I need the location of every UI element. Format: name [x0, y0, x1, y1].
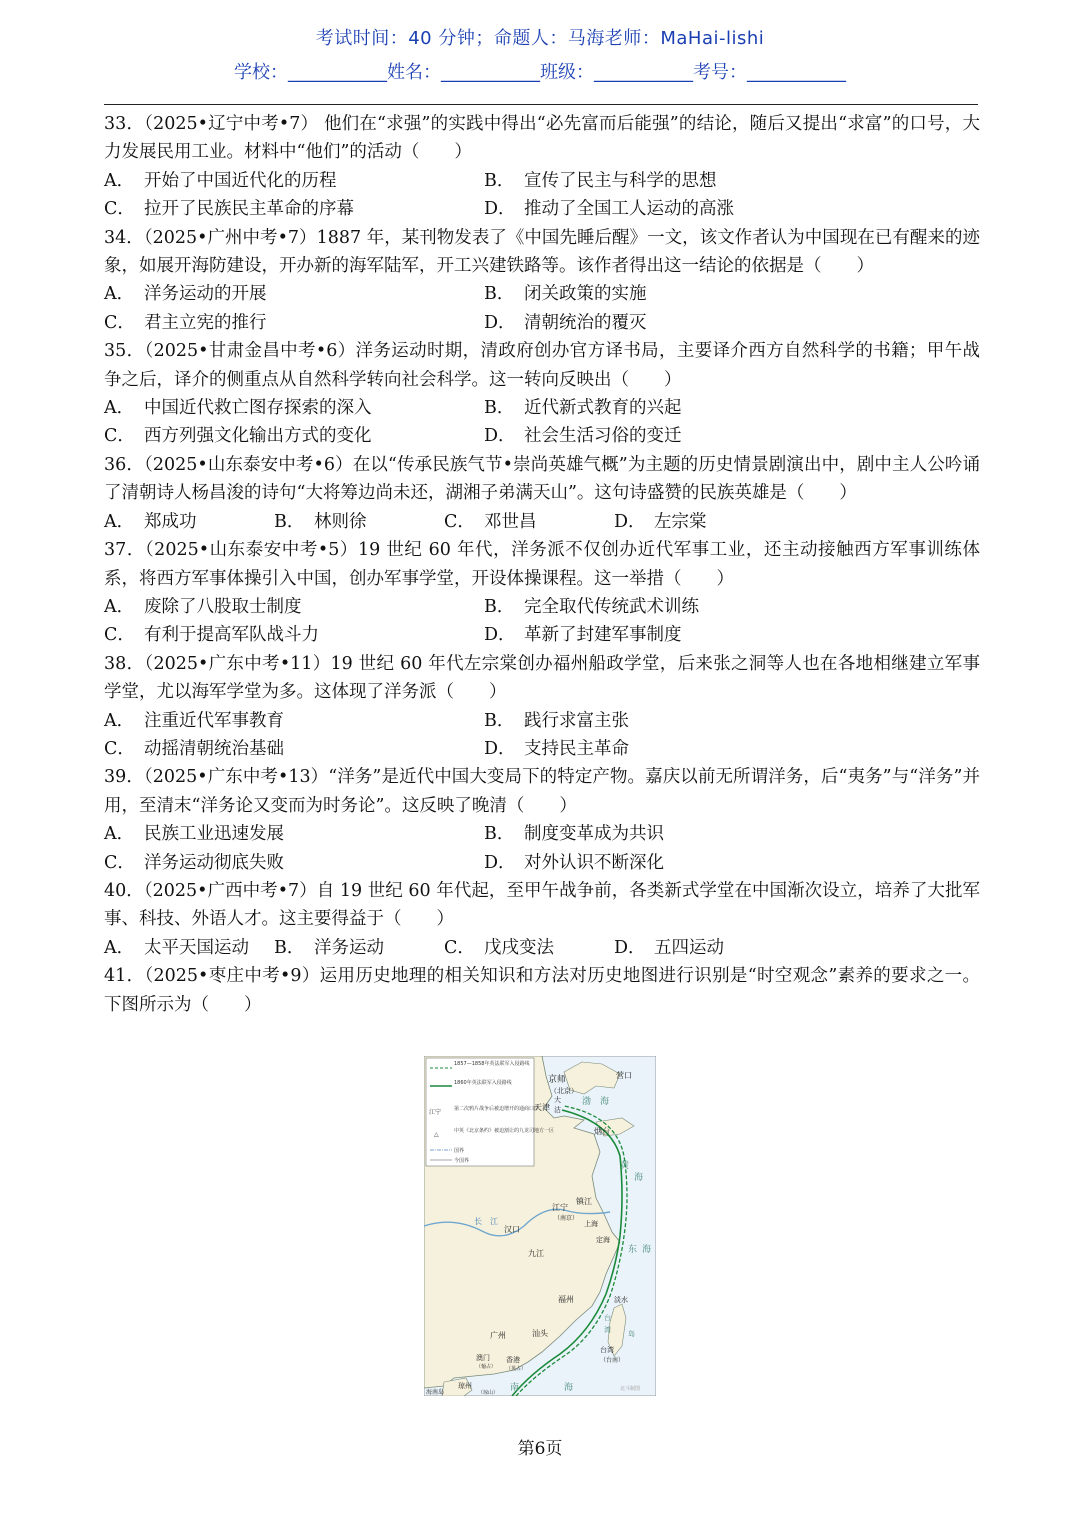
question-stem: 37．（2025•山东泰安中考•5）19 世纪 60 年代，洋务派不仅创办近代军事工业，还主动接触西方军事训练体系，将西方军事体操引入中国，创办军事学堂，开设体操课程。这一举措（ ） — [104, 540, 980, 589]
option-text: 拉开了民族民主革命的序幕 — [144, 199, 354, 220]
sea-nanhai-1: 南 — [510, 1383, 520, 1393]
student-info-header: 学校：___________姓名：___________班级：___________考号：___________ — [234, 62, 846, 83]
sea-nanhai-2: 海 — [564, 1383, 574, 1393]
question-options — [104, 280, 980, 337]
place-gu: 沽 — [554, 1106, 561, 1114]
exam-info-header: 考试时间：40 分钟；命题人：马海老师：MaHai-lishi — [315, 28, 765, 49]
option-text: 邓世昌 — [484, 511, 537, 532]
place-fuzhou: 福州 — [558, 1295, 574, 1304]
question-stem: 38．（2025•广东中考•11）19 世纪 60 年代左宗棠创办福州船政学堂，后来张之洞等人也在各地相继建立军事学堂，尤以海军学堂为多。这体现了洋务派（ ） — [104, 653, 980, 703]
answer-option — [614, 934, 784, 962]
option-text: 完全取代传统武术训练 — [524, 596, 699, 617]
answer-option — [104, 820, 484, 848]
place-macau: 澳门 — [476, 1354, 490, 1362]
option-letter: D． — [484, 199, 516, 220]
answer-option — [104, 280, 484, 308]
option-text: 左宗棠 — [654, 511, 707, 532]
question-stem: 34．（2025•广州中考•7）1887 年，某刊物发表了《中国先睡后醒》一文，该文作者认为中国现在已有醒来的迹象，如展开海防建设，开办新的海军陆军，开工兴建铁路等。该作者得出这一结论的依据是（ ） — [104, 227, 980, 277]
option-text: 洋务运动 — [314, 937, 384, 958]
option-letter: A． — [104, 170, 135, 191]
legend-5: 中英《北京条约》被迫割让的九龙司地方一区 — [454, 1128, 555, 1134]
sea-bohai-1: 渤 — [582, 1097, 592, 1107]
answer-option — [274, 934, 444, 962]
option-letter: D． — [614, 937, 646, 958]
answer-option — [104, 508, 274, 536]
answer-option — [104, 707, 484, 735]
answer-option — [614, 508, 784, 536]
option-letter: B． — [484, 398, 515, 419]
option-text: 君主立宪的推行 — [144, 312, 267, 333]
place-hk-sub: （英占） — [506, 1366, 527, 1372]
question-stem: 39．（2025•广东中考•13）“洋务”是近代中国大变局下的特定产物。嘉庆以前无所谓洋务，后“夷务”与“洋务”并用，至清末“洋务论又变而为时务论”。这反映了晚清（ ） — [104, 767, 980, 816]
option-text: 近代新式教育的兴起 — [524, 398, 682, 419]
river-jiang: 江 — [490, 1217, 498, 1226]
option-letter: A． — [104, 710, 135, 731]
place-dinghai: 定海 — [596, 1236, 610, 1244]
header-divider — [104, 104, 978, 105]
answer-option — [104, 593, 484, 621]
option-letter: A． — [104, 511, 135, 532]
answer-option — [484, 422, 864, 450]
option-letter: D． — [614, 511, 646, 532]
place-yantai: 烟台 — [594, 1127, 610, 1136]
answer-option — [104, 621, 484, 649]
option-text: 废除了八股取士制度 — [144, 596, 302, 617]
option-letter: B． — [484, 596, 515, 617]
place-da: 大 — [554, 1096, 561, 1104]
legend-6: 国界 — [454, 1148, 465, 1154]
option-letter: B． — [484, 170, 515, 191]
legend-4: 第二次鸦片战争后被迫增开的通商口岸 — [454, 1106, 540, 1112]
option-letter: B． — [274, 511, 305, 532]
option-text: 民族工业迅速发展 — [144, 824, 284, 845]
place-guangzhou: 广州 — [490, 1331, 506, 1340]
option-letter: B． — [274, 937, 305, 958]
question-options — [104, 934, 980, 962]
place-danshui: 淡水 — [614, 1296, 628, 1304]
place-beijing: 京师 — [548, 1075, 567, 1085]
sea-wan: 湾 — [604, 1326, 611, 1334]
option-letter: D． — [484, 852, 516, 873]
option-letter: C． — [104, 738, 135, 759]
place-shantou: 汕头 — [532, 1329, 548, 1338]
place-tianjin: 天津 — [534, 1103, 550, 1112]
option-text: 开始了中国近代化的历程 — [144, 170, 337, 191]
option-letter: A． — [104, 937, 135, 958]
option-text: 社会生活习俗的变迁 — [524, 426, 682, 447]
question-stem: 40．（2025•广西中考•7）自 19 世纪 60 年代起，至甲午战争前，各类新式学堂在中国渐次设立，培养了大批军事、科技、外语人才。这主要得益于（ ） — [104, 880, 980, 930]
answer-option — [444, 508, 614, 536]
option-text: 中国近代救亡图存探索的深入 — [144, 398, 372, 419]
option-letter: A． — [104, 284, 135, 305]
answer-option — [484, 735, 864, 763]
answer-option — [484, 621, 864, 649]
option-letter: B． — [484, 284, 515, 305]
option-text: 对外认识不断深化 — [524, 852, 664, 873]
legend-3: 江宁 — [429, 1109, 442, 1116]
sea-dao: 岛 — [628, 1330, 635, 1338]
option-letter: C． — [444, 511, 475, 532]
legend-2: 1860年英法联军入侵路线 — [454, 1080, 512, 1086]
legend-triangle-icon: △ — [434, 1131, 439, 1138]
option-letter: C． — [104, 625, 135, 646]
option-text: 戊戌变法 — [484, 937, 554, 958]
option-text: 闭关政策的实施 — [524, 284, 647, 305]
answer-option — [484, 280, 864, 308]
option-letter: C． — [444, 937, 475, 958]
answer-option — [104, 167, 484, 195]
question-stem: 36．（2025•山东泰安中考•6）在以“传承民族气节•崇尚英雄气概”为主题的历史情景剧演出中，剧中主人公吟诵了清朝诗人杨昌浚的诗句“大将筹边尚未还，湖湘子弟满天山”。这句诗盛赞的民族英雄是（ ） — [104, 454, 980, 504]
option-text: 支持民主革命 — [524, 738, 629, 759]
place-beijing-sub: （北京） — [550, 1087, 578, 1095]
place-qiong-sub: （琼山） — [478, 1390, 499, 1396]
option-text: 洋务运动彻底失败 — [144, 852, 284, 873]
sea-donghai-1: 东 — [628, 1245, 638, 1255]
answer-option — [484, 394, 864, 422]
option-text: 革新了封建军事制度 — [524, 625, 682, 646]
option-text: 林则徐 — [314, 511, 367, 532]
place-shanghai: 上海 — [584, 1220, 598, 1228]
legend-7: 今国界 — [454, 1158, 470, 1164]
sea-bohai-2: 海 — [600, 1097, 610, 1107]
answer-option — [484, 849, 864, 877]
sea-huanghai-2: 海 — [634, 1173, 644, 1183]
option-letter: B． — [484, 710, 515, 731]
answer-option — [484, 309, 864, 337]
option-text: 郑成功 — [144, 511, 197, 532]
option-letter: C． — [104, 312, 135, 333]
option-text: 洋务运动的开展 — [144, 284, 267, 305]
option-text: 太平天国运动 — [144, 937, 249, 958]
question-stem: 41．（2025•枣庄中考•9）运用历史地理的相关知识和方法对历史地图进行识别是“时空观念”素养的要求之一。下图所示为（ ） — [104, 966, 980, 1015]
option-text: 注重近代军事教育 — [144, 710, 284, 731]
place-hainan: 海南岛 — [426, 1389, 445, 1396]
option-letter: A． — [104, 824, 135, 845]
place-zhenjiang: 镇江 — [576, 1197, 592, 1206]
option-letter: C． — [104, 852, 135, 873]
answer-option — [274, 508, 444, 536]
question-options — [104, 508, 980, 536]
place-yingkou: 营口 — [616, 1071, 632, 1080]
answer-option — [104, 422, 484, 450]
place-jiangning: 江宁 — [552, 1203, 568, 1212]
map-credit: 北斗制图 — [620, 1386, 641, 1392]
river-chang: 长 — [474, 1217, 482, 1226]
question-options — [104, 707, 980, 764]
option-text: 制度变革成为共识 — [524, 824, 664, 845]
sea-huanghai-1: 黄 — [620, 1161, 630, 1171]
question-options — [104, 820, 980, 877]
option-text: 五四运动 — [654, 937, 724, 958]
option-text: 践行求富主张 — [524, 710, 629, 731]
option-letter: A． — [104, 398, 135, 419]
answer-option — [484, 167, 864, 195]
answer-option — [104, 309, 484, 337]
place-qiongzhou: 琼州 — [458, 1382, 472, 1390]
place-macau-sub: （葡占） — [476, 1364, 497, 1370]
option-letter: D． — [484, 738, 516, 759]
answer-option — [484, 707, 864, 735]
history-map-figure — [424, 1056, 656, 1396]
place-hongkong: 香港 — [506, 1356, 520, 1364]
place-nanjing: （南京） — [554, 1215, 579, 1222]
option-letter: C． — [104, 426, 135, 447]
question-options — [104, 394, 980, 451]
page-number: 第6页 — [517, 1439, 563, 1459]
place-hankou: 汉口 — [504, 1225, 520, 1234]
question-options — [104, 593, 980, 650]
answer-option — [484, 593, 864, 621]
option-text: 清朝统治的覆灭 — [524, 312, 647, 333]
sea-donghai-2: 海 — [642, 1245, 652, 1255]
place-taiwan: 台湾 — [600, 1346, 614, 1354]
option-letter: D． — [484, 312, 516, 333]
option-text: 宣传了民主与科学的思想 — [524, 170, 717, 191]
answer-option — [104, 934, 274, 962]
answer-option — [104, 394, 484, 422]
answer-option — [104, 735, 484, 763]
option-letter: D． — [484, 426, 516, 447]
option-letter: D． — [484, 625, 516, 646]
place-jiujiang: 九江 — [528, 1249, 544, 1258]
answer-option — [484, 820, 864, 848]
option-text: 动摇清朝统治基础 — [144, 738, 284, 759]
question-stem: 35．（2025•甘肃金昌中考•6）洋务运动时期，清政府创办官方译书局，主要译介西方自然科学的书籍；甲午战争之后，译介的侧重点从自然科学转向社会科学。这一转向反映出（ ） — [104, 341, 980, 390]
sea-tai: 台 — [604, 1314, 611, 1322]
answer-option — [104, 195, 484, 223]
question-stem: 33．（2025•辽宁中考•7） 他们在“求强”的实践中得出“必先富而后能强”的结论，随后又提出“求富”的口号，大力发展民用工业。材料中“他们”的活动（ ） — [104, 114, 980, 163]
answer-option — [484, 195, 864, 223]
place-tainan: （台南） — [600, 1357, 625, 1364]
option-letter: C． — [104, 199, 135, 220]
option-letter: B． — [484, 824, 515, 845]
question-list — [104, 110, 980, 1019]
legend-1: 1857—1858年英法联军入侵路线 — [454, 1061, 530, 1067]
question-options — [104, 167, 980, 224]
option-text: 西方列强文化输出方式的变化 — [144, 426, 372, 447]
option-text: 有利于提高军队战斗力 — [144, 625, 319, 646]
option-text: 推动了全国工人运动的高涨 — [524, 199, 734, 220]
answer-option — [444, 934, 614, 962]
answer-option — [104, 849, 484, 877]
option-letter: A． — [104, 596, 135, 617]
